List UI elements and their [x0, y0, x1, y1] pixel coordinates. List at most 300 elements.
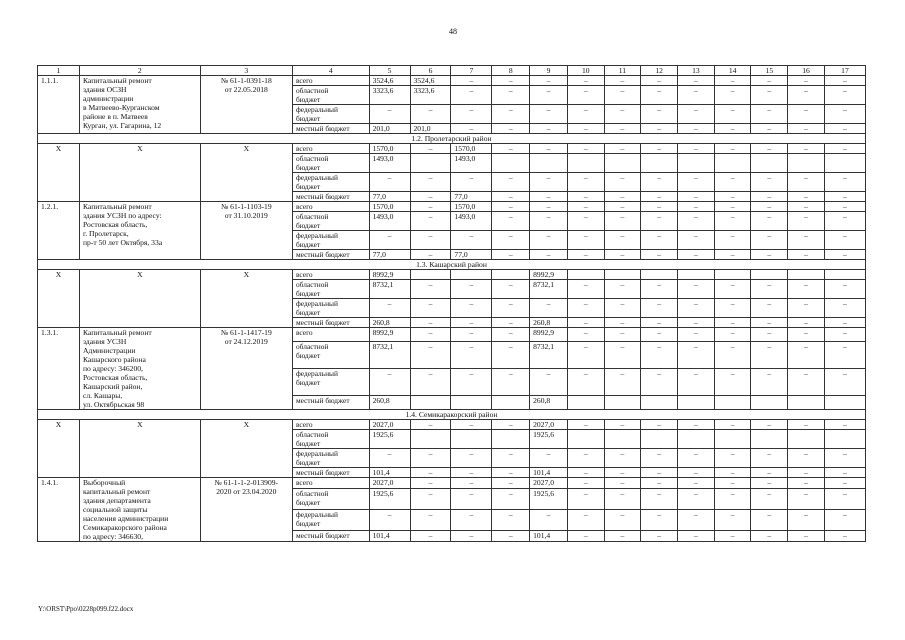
budget-source-label: федеральный бюджет — [292, 449, 369, 468]
column-number-13: 13 — [678, 66, 715, 76]
value-cell-15: – — [751, 368, 788, 395]
value-cell-8: – — [492, 530, 530, 541]
value-cell-16: – — [788, 202, 825, 212]
value-cell-13: – — [678, 192, 715, 202]
value-cell-12: – — [641, 368, 678, 395]
value-cell-6: – — [410, 212, 451, 231]
value-cell-12: – — [641, 144, 678, 154]
value-cell-8: – — [492, 144, 530, 154]
value-cell-17: – — [824, 342, 865, 369]
value-cell-14: – — [714, 105, 751, 124]
value-cell-12: – — [641, 420, 678, 430]
value-cell-12 — [641, 430, 678, 449]
value-cell-13 — [678, 270, 715, 280]
value-cell-8: – — [492, 478, 530, 489]
value-cell-13: – — [678, 76, 715, 86]
value-cell-11: – — [604, 105, 641, 124]
value-cell-17: – — [824, 299, 865, 318]
value-cell-7 — [451, 270, 492, 280]
budget-source-label: областной бюджет — [292, 212, 369, 231]
value-cell-7: – — [451, 86, 492, 105]
value-cell-10: – — [567, 328, 604, 342]
value-cell-14: – — [714, 420, 751, 430]
table-row — [38, 144, 866, 154]
value-cell-15: – — [751, 212, 788, 231]
value-cell-9 — [530, 154, 568, 173]
value-cell-14: – — [714, 530, 751, 541]
value-cell-8: – — [492, 489, 530, 510]
value-cell-14: – — [714, 468, 751, 478]
value-cell-14: – — [714, 509, 751, 530]
value-cell-16: – — [788, 76, 825, 86]
value-cell-14: – — [714, 144, 751, 154]
value-cell-8: – — [492, 280, 530, 299]
value-cell-6: – — [410, 368, 451, 395]
value-cell-11 — [604, 154, 641, 173]
column-number-row — [38, 66, 866, 76]
value-cell-8: – — [492, 124, 530, 134]
value-cell-11: – — [604, 173, 641, 192]
value-cell-8: – — [492, 250, 530, 260]
value-cell-13: – — [678, 212, 715, 231]
value-cell-14 — [714, 395, 751, 409]
value-cell-8: – — [492, 318, 530, 328]
value-cell-7: 1493,0 — [451, 154, 492, 173]
value-cell-13: – — [678, 489, 715, 510]
value-cell-12: – — [641, 202, 678, 212]
value-cell-12: – — [641, 76, 678, 86]
value-cell-15: – — [751, 124, 788, 134]
column-number-11: 11 — [604, 66, 641, 76]
value-cell-16 — [788, 270, 825, 280]
value-cell-9: 1925,6 — [530, 489, 568, 510]
budget-source-label: местный бюджет — [292, 124, 369, 134]
value-cell-9: 101,4 — [530, 468, 568, 478]
column-number-1: 1 — [38, 66, 80, 76]
value-cell-7: – — [451, 328, 492, 342]
table-row — [38, 328, 866, 342]
value-cell-7 — [451, 395, 492, 409]
value-cell-6: – — [410, 318, 451, 328]
value-cell-8: – — [492, 86, 530, 105]
value-cell-16: – — [788, 105, 825, 124]
value-cell-12: – — [641, 478, 678, 489]
value-cell-15 — [751, 270, 788, 280]
value-cell-7: 1570,0 — [451, 202, 492, 212]
value-cell-9: 2027,0 — [530, 478, 568, 489]
value-cell-9: – — [530, 299, 568, 318]
value-cell-11 — [604, 270, 641, 280]
value-cell-6: – — [410, 202, 451, 212]
value-cell-12: – — [641, 280, 678, 299]
column-number-8: 8 — [492, 66, 530, 76]
value-cell-14: – — [714, 368, 751, 395]
value-cell-15: – — [751, 192, 788, 202]
value-cell-10: – — [567, 342, 604, 369]
value-cell-10: – — [567, 105, 604, 124]
value-cell-14: – — [714, 231, 751, 250]
value-cell-10: – — [567, 530, 604, 541]
value-cell-15: – — [751, 489, 788, 510]
value-cell-12: – — [641, 231, 678, 250]
item-code: X — [38, 144, 80, 202]
value-cell-5: 2027,0 — [369, 420, 410, 430]
value-cell-10: – — [567, 144, 604, 154]
value-cell-8 — [492, 395, 530, 409]
value-cell-6: – — [410, 530, 451, 541]
value-cell-16: – — [788, 250, 825, 260]
value-cell-10: – — [567, 420, 604, 430]
value-cell-13: – — [678, 342, 715, 369]
value-cell-10: – — [567, 192, 604, 202]
value-cell-13 — [678, 430, 715, 449]
value-cell-7: 77,0 — [451, 250, 492, 260]
value-cell-5: 101,4 — [369, 530, 410, 541]
value-cell-13: – — [678, 250, 715, 260]
budget-source-label: местный бюджет — [292, 318, 369, 328]
value-cell-6: – — [410, 231, 451, 250]
value-cell-17: – — [824, 250, 865, 260]
value-cell-17: – — [824, 489, 865, 510]
value-cell-5: 8992,9 — [369, 328, 410, 342]
value-cell-6 — [410, 154, 451, 173]
value-cell-12: – — [641, 509, 678, 530]
value-cell-10: – — [567, 449, 604, 468]
value-cell-7: 1570,0 — [451, 144, 492, 154]
value-cell-9: 101,4 — [530, 530, 568, 541]
value-cell-13: – — [678, 368, 715, 395]
value-cell-6: 3524,6 — [410, 76, 451, 86]
value-cell-9: – — [530, 86, 568, 105]
value-cell-13: – — [678, 449, 715, 468]
value-cell-6: – — [410, 468, 451, 478]
value-cell-13: – — [678, 468, 715, 478]
value-cell-15: – — [751, 509, 788, 530]
section-title-row — [38, 260, 866, 270]
section-title: 1.3. Кашарский район — [38, 260, 866, 270]
value-cell-7: – — [451, 342, 492, 369]
item-document: № 61-1-0391-18 от 22.05.2018 — [200, 76, 292, 134]
value-cell-8 — [492, 154, 530, 173]
value-cell-16: – — [788, 489, 825, 510]
value-cell-14: – — [714, 250, 751, 260]
value-cell-15: – — [751, 144, 788, 154]
value-cell-14: – — [714, 192, 751, 202]
value-cell-7: – — [451, 449, 492, 468]
value-cell-17 — [824, 430, 865, 449]
value-cell-10 — [567, 395, 604, 409]
value-cell-10: – — [567, 124, 604, 134]
value-cell-14 — [714, 270, 751, 280]
section-title-row — [38, 410, 866, 420]
table-row — [38, 478, 866, 489]
value-cell-17: – — [824, 468, 865, 478]
budget-source-label: федеральный бюджет — [292, 299, 369, 318]
item-code: 1.1.1. — [38, 76, 80, 134]
column-number-5: 5 — [369, 66, 410, 76]
value-cell-16: – — [788, 368, 825, 395]
value-cell-9: – — [530, 231, 568, 250]
value-cell-5: 3524,6 — [369, 76, 410, 86]
value-cell-17: – — [824, 212, 865, 231]
value-cell-9: – — [530, 192, 568, 202]
value-cell-9: 8992,9 — [530, 270, 568, 280]
value-cell-10: – — [567, 368, 604, 395]
column-number-2: 2 — [79, 66, 200, 76]
value-cell-8: – — [492, 105, 530, 124]
value-cell-14 — [714, 430, 751, 449]
value-cell-13: – — [678, 509, 715, 530]
value-cell-7: – — [451, 105, 492, 124]
value-cell-10: – — [567, 173, 604, 192]
value-cell-12: – — [641, 173, 678, 192]
value-cell-14: – — [714, 449, 751, 468]
value-cell-17: – — [824, 280, 865, 299]
value-cell-10: – — [567, 76, 604, 86]
value-cell-9: – — [530, 212, 568, 231]
value-cell-9: – — [530, 449, 568, 468]
value-cell-9: – — [530, 173, 568, 192]
value-cell-10: – — [567, 86, 604, 105]
value-cell-11: – — [604, 468, 641, 478]
value-cell-11: – — [604, 231, 641, 250]
value-cell-5: 8732,1 — [369, 342, 410, 369]
item-name: Капитальный ремонт здания ОСЗН администрации в Матвеево-Курганском районе в п. Матвеев Курган, ул. Гагарина, 12 — [79, 76, 200, 134]
value-cell-10: – — [567, 231, 604, 250]
value-cell-17: – — [824, 76, 865, 86]
value-cell-17 — [824, 270, 865, 280]
value-cell-13: – — [678, 299, 715, 318]
value-cell-12: – — [641, 212, 678, 231]
item-document: № 61-1-1417-19 от 24.12.2019 — [200, 328, 292, 410]
value-cell-7: – — [451, 489, 492, 510]
value-cell-8: – — [492, 342, 530, 369]
value-cell-6: – — [410, 280, 451, 299]
value-cell-15: – — [751, 318, 788, 328]
value-cell-17: – — [824, 202, 865, 212]
value-cell-5: 2027,0 — [369, 478, 410, 489]
value-cell-12: – — [641, 468, 678, 478]
value-cell-9: – — [530, 76, 568, 86]
value-cell-9: 2027,0 — [530, 420, 568, 430]
value-cell-6: – — [410, 449, 451, 468]
value-cell-12: – — [641, 342, 678, 369]
value-cell-14: – — [714, 328, 751, 342]
value-cell-8: – — [492, 328, 530, 342]
value-cell-16 — [788, 430, 825, 449]
value-cell-14: – — [714, 76, 751, 86]
value-cell-12: – — [641, 192, 678, 202]
budget-source-label: всего — [292, 202, 369, 212]
value-cell-7: – — [451, 530, 492, 541]
value-cell-13: – — [678, 202, 715, 212]
value-cell-12: – — [641, 449, 678, 468]
value-cell-6: 201,0 — [410, 124, 451, 134]
page-number: 48 — [449, 27, 457, 36]
value-cell-8: – — [492, 173, 530, 192]
budget-source-label: всего — [292, 76, 369, 86]
item-name: X — [79, 270, 200, 328]
budget-source-label: всего — [292, 478, 369, 489]
item-document: X — [200, 144, 292, 202]
value-cell-7: – — [451, 173, 492, 192]
table-row — [38, 270, 866, 280]
item-document: № 61-1-1-2-013909- 2020 от 23.04.2020 — [200, 478, 292, 542]
value-cell-11: – — [604, 368, 641, 395]
value-cell-6 — [410, 430, 451, 449]
value-cell-17: – — [824, 420, 865, 430]
item-code: X — [38, 420, 80, 478]
item-name: Капитальный ремонт здания УСЗН Администрации Кашарского района по адресу: 346200, Ростовская область, Кашарский район, сл. Кашары, ул. Октябрьская 98 — [79, 328, 200, 410]
value-cell-17: – — [824, 124, 865, 134]
value-cell-11: – — [604, 478, 641, 489]
value-cell-6: – — [410, 250, 451, 260]
value-cell-11: – — [604, 449, 641, 468]
value-cell-11: – — [604, 76, 641, 86]
value-cell-8: – — [492, 76, 530, 86]
value-cell-8: – — [492, 420, 530, 430]
value-cell-17: – — [824, 144, 865, 154]
value-cell-6 — [410, 270, 451, 280]
value-cell-5: – — [369, 509, 410, 530]
value-cell-17: – — [824, 105, 865, 124]
value-cell-13: – — [678, 478, 715, 489]
value-cell-16 — [788, 395, 825, 409]
value-cell-7: – — [451, 299, 492, 318]
value-cell-6: – — [410, 420, 451, 430]
value-cell-17: – — [824, 478, 865, 489]
value-cell-15: – — [751, 202, 788, 212]
value-cell-15: – — [751, 250, 788, 260]
column-number-7: 7 — [451, 66, 492, 76]
value-cell-10: – — [567, 318, 604, 328]
value-cell-12 — [641, 154, 678, 173]
value-cell-6: – — [410, 509, 451, 530]
table-body — [38, 66, 866, 542]
value-cell-15: – — [751, 173, 788, 192]
value-cell-14: – — [714, 299, 751, 318]
value-cell-16: – — [788, 144, 825, 154]
item-code: 1.3.1. — [38, 328, 80, 410]
value-cell-14 — [714, 154, 751, 173]
value-cell-5: – — [369, 299, 410, 318]
value-cell-7: – — [451, 280, 492, 299]
value-cell-16: – — [788, 509, 825, 530]
value-cell-6: – — [410, 192, 451, 202]
value-cell-15 — [751, 395, 788, 409]
value-cell-14: – — [714, 342, 751, 369]
value-cell-11: – — [604, 124, 641, 134]
value-cell-16: – — [788, 299, 825, 318]
value-cell-10: – — [567, 212, 604, 231]
value-cell-5: 260,8 — [369, 395, 410, 409]
budget-source-label: областной бюджет — [292, 154, 369, 173]
budget-source-label: областной бюджет — [292, 489, 369, 510]
value-cell-6 — [410, 395, 451, 409]
budget-source-label: всего — [292, 420, 369, 430]
value-cell-13: – — [678, 328, 715, 342]
value-cell-11: – — [604, 509, 641, 530]
value-cell-10: – — [567, 489, 604, 510]
value-cell-16: – — [788, 280, 825, 299]
value-cell-10: – — [567, 202, 604, 212]
value-cell-14: – — [714, 124, 751, 134]
value-cell-7: – — [451, 76, 492, 86]
value-cell-15: – — [751, 86, 788, 105]
value-cell-17: – — [824, 509, 865, 530]
value-cell-12: – — [641, 124, 678, 134]
value-cell-15 — [751, 430, 788, 449]
value-cell-13: – — [678, 124, 715, 134]
budget-source-label: местный бюджет — [292, 250, 369, 260]
value-cell-11: – — [604, 530, 641, 541]
value-cell-13: – — [678, 530, 715, 541]
value-cell-15: – — [751, 76, 788, 86]
item-document: X — [200, 270, 292, 328]
value-cell-5: – — [369, 231, 410, 250]
value-cell-12: – — [641, 105, 678, 124]
column-number-17: 17 — [824, 66, 865, 76]
budget-source-label: федеральный бюджет — [292, 231, 369, 250]
value-cell-5: 201,0 — [369, 124, 410, 134]
value-cell-12: – — [641, 86, 678, 105]
value-cell-11: – — [604, 328, 641, 342]
value-cell-9: 8732,1 — [530, 342, 568, 369]
value-cell-16: – — [788, 342, 825, 369]
value-cell-6: – — [410, 299, 451, 318]
value-cell-13: – — [678, 231, 715, 250]
value-cell-9: – — [530, 202, 568, 212]
value-cell-13: – — [678, 280, 715, 299]
value-cell-8: – — [492, 468, 530, 478]
item-name: X — [79, 420, 200, 478]
value-cell-15 — [751, 154, 788, 173]
item-code: 1.4.1. — [38, 478, 80, 542]
budget-source-label: федеральный бюджет — [292, 368, 369, 395]
value-cell-12: – — [641, 489, 678, 510]
column-number-9: 9 — [530, 66, 568, 76]
value-cell-10 — [567, 430, 604, 449]
value-cell-5: 3323,6 — [369, 86, 410, 105]
value-cell-14: – — [714, 173, 751, 192]
value-cell-10 — [567, 154, 604, 173]
value-cell-15: – — [751, 328, 788, 342]
item-document: № 61-1-1103-19 от 31.10.2019 — [200, 202, 292, 260]
value-cell-8: – — [492, 202, 530, 212]
value-cell-5: 1570,0 — [369, 144, 410, 154]
value-cell-7: – — [451, 509, 492, 530]
value-cell-5: – — [369, 368, 410, 395]
value-cell-11 — [604, 430, 641, 449]
column-number-6: 6 — [410, 66, 451, 76]
value-cell-12: – — [641, 318, 678, 328]
value-cell-13 — [678, 154, 715, 173]
value-cell-10: – — [567, 250, 604, 260]
section-title: 1.2. Пролетарский район — [38, 134, 866, 144]
value-cell-16: – — [788, 420, 825, 430]
value-cell-9: 8732,1 — [530, 280, 568, 299]
value-cell-9: 8992,9 — [530, 328, 568, 342]
value-cell-11: – — [604, 299, 641, 318]
value-cell-6: – — [410, 144, 451, 154]
value-cell-6: – — [410, 489, 451, 510]
value-cell-7: – — [451, 420, 492, 430]
value-cell-9: – — [530, 124, 568, 134]
budget-source-label: областной бюджет — [292, 86, 369, 105]
value-cell-15: – — [751, 105, 788, 124]
value-cell-5: – — [369, 173, 410, 192]
value-cell-5: 8732,1 — [369, 280, 410, 299]
